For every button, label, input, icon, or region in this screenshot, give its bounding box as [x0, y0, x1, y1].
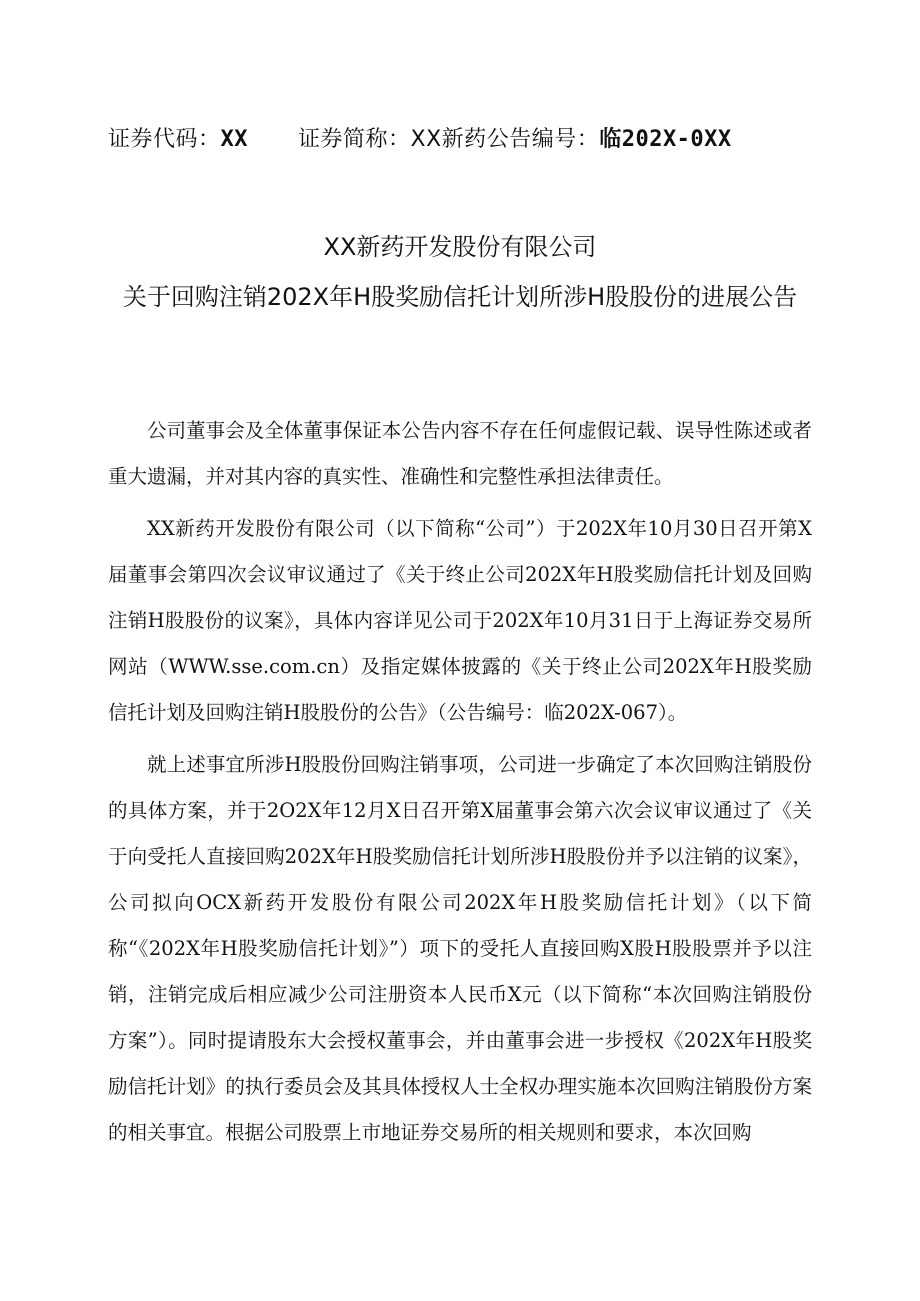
notice-number-label: 公告编号： — [486, 127, 600, 152]
securities-code-value: XX — [220, 127, 249, 152]
announcement-subject: 关于回购注销202X年H股奖励信托计划所涉H股股份的进展公告 — [122, 283, 798, 311]
company-name: XX新药开发股份有限公司 — [323, 233, 597, 261]
announcement-title — [108, 222, 812, 322]
paragraph-background: XX新药开发股份有限公司（以下简称“公司”）于202X年10月30日召开第X届董事会第四次会议审议通过了《关于终止公司202X年H股奖励信托计划及回购注销H股股份的议案》，具体内容详见公司于202X年10月31日于上海证券交易所网站（WWW.sse.com.cn）及指定媒体披露的《关于终止公司202X年H股奖励信托计划及回购注销H股股份的公告》（公告编号：临202X-067）。 — [108, 517, 812, 724]
securities-abbr-label: 证券简称： — [298, 127, 411, 152]
paragraph-plan: 就上述事宜所涉H股股份回购注销事项，公司进一步确定了本次回购注销股份的具体方案，并于2O2X年12月X日召开第X届董事会第六次会议审议通过了《关于向受托人直接回购202X年H股奖励信托计划所涉H股股份并予以注销的议案》，公司拟向OCX新药开发股份有限公司202X年H股奖励信托计划》（以下简称“《202X年H股奖励信托计划》”）项下的受托人直接回购X股H股股票并予以注销，注销完成后相应减少公司注册资本人民币X元（以下简称“本次回购注销股份方案”）。同时提请股东大会授权董事会，并由董事会进一步授权《202X年H股奖励信托计划》的执行委员会及其具体授权人士全权办理实施本次回购注销股份方案的相关事宜。根据公司股票上市地证券交易所的相关规则和要求，本次回购 — [108, 753, 812, 1144]
securities-header — [108, 122, 732, 153]
announcement-body — [108, 408, 812, 1162]
securities-abbr-value: XX新药 — [410, 127, 487, 152]
securities-code-label: 证券代码： — [108, 127, 221, 152]
paragraph-statement: 公司董事会及全体董事保证本公告内容不存在任何虚假记载、误导性陈述或者重大遗漏，并对其内容的真实性、准确性和完整性承担法律责任。 — [108, 419, 812, 488]
notice-number-value: 临202X-0XX — [599, 127, 732, 152]
